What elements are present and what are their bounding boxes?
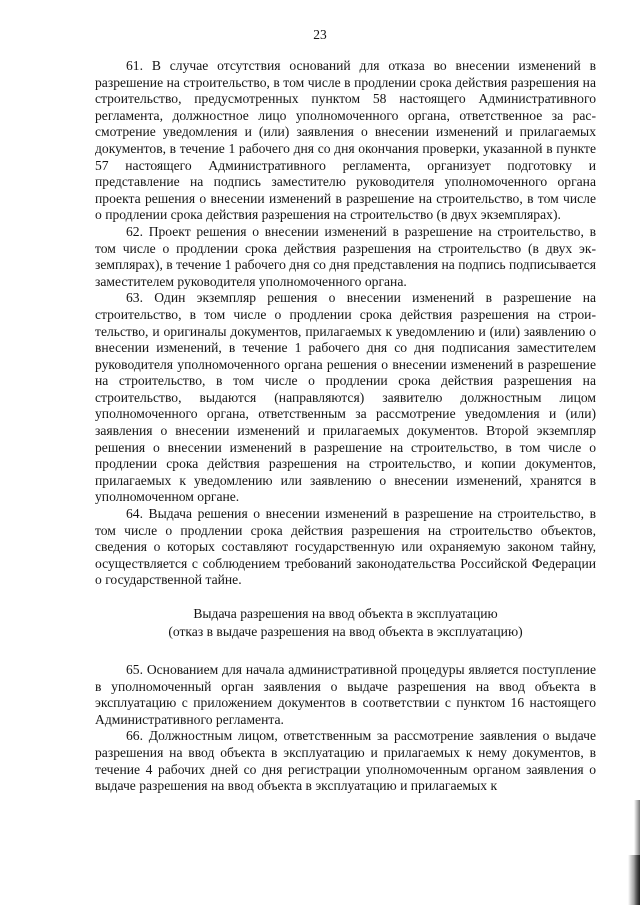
paragraph-66: 66. Должностным лицом, ответственным за рассмотрение заявления о выдаче разрешения на ввод объекта в эксплуатацию и прилагаемых к нему документов, в течение 4 рабочих дней со дня регистрации уполномоченным органом заявления о выдаче разрешения на ввод объекта в эксплуатацию и прилагаемых к: [95, 728, 596, 794]
section-heading: [95, 605, 596, 641]
paragraph-64: 64. Выдача решения о внесении изменений в разрешение на строительство, в том числе о продлении срока действия разрешения на строительство объектов, сведения о которых составляют государственную или охраняемую законом тайну, осуществляется с соблюдением требований законодательства Российской Федерации о государственной тайне.: [95, 506, 596, 588]
paragraph-61: 61. В случае отсутствия оснований для отказа во внесении изменений в разрешение на строительство, в том числе в продлении срока действия разрешения на строительство, предусмотренных пунктом 58 настоящего Административного регламента, должностное лицо уполномоченного органа, ответственное за рассмотрение уведомления и (или) заявления о внесении изменений и прилагаемых документов, в течение 1 рабочего дня со дня окончания проверки, указанной в пункте 57 настоящего Административного регламента, организует подготовку и представление на подпись заместителю руководителя уполномоченного органа проекта решения о внесении изменений в разрешение на строительство, в том числе о продлении срока действия разрешения на строительство (в двух экземплярах).: [95, 58, 596, 223]
section-heading-line-1: Выдача разрешения на ввод объекта в эксплуатацию: [193, 606, 498, 621]
paragraph-63: 63. Один экземпляр решения о внесении изменений в разрешение на строительство, в том числе о продлении срока действия разрешения на строительство, и оригиналы документов, прилагаемых к уведомлению и (или) заявлению о внесении изменений, в течение 1 рабочего дня со дня подписания заместителем руководителя уполномоченного органа решения о внесении изменений в разрешение на строительство, в том числе о продлении срока действия разрешения на строительство, выдаются (направляются) заявителю должностным лицом уполномоченного органа, ответственным за рассмотрение уведомления и (или) заявления о внесении изменений и прилагаемых документов. Второй экземпляр решения о внесении изменений в разрешение на строительство, в том числе о продлении срока действия разрешения на строительство, и копии документов, прилагаемых к уведомлению или заявлению о внесении изменений, хранятся в уполномоченном органе.: [95, 290, 596, 505]
section-heading-line-2: (отказ в выдаче разрешения на ввод объекта в эксплуатацию): [168, 624, 523, 639]
scan-edge-shadow-dark: [628, 855, 640, 905]
page-number: 23: [313, 27, 327, 42]
document-body: [95, 58, 596, 795]
paragraph-62: 62. Проект решения о внесении изменений в разрешение на строительство, в том числе о продлении срока действия разрешения на строительство (в двух экземплярах), в течение 1 рабочего дня со дня представления на подпись подписывается заместителем руководителя уполномоченного органа.: [95, 223, 596, 289]
paragraph-65: 65. Основанием для начала административной процедуры является поступление в уполномоченный орган заявления о выдаче разрешения на ввод объекта в эксплуатацию с приложением документов в соответствии с пунктом 16 настоящего Административного регламента.: [95, 662, 596, 727]
